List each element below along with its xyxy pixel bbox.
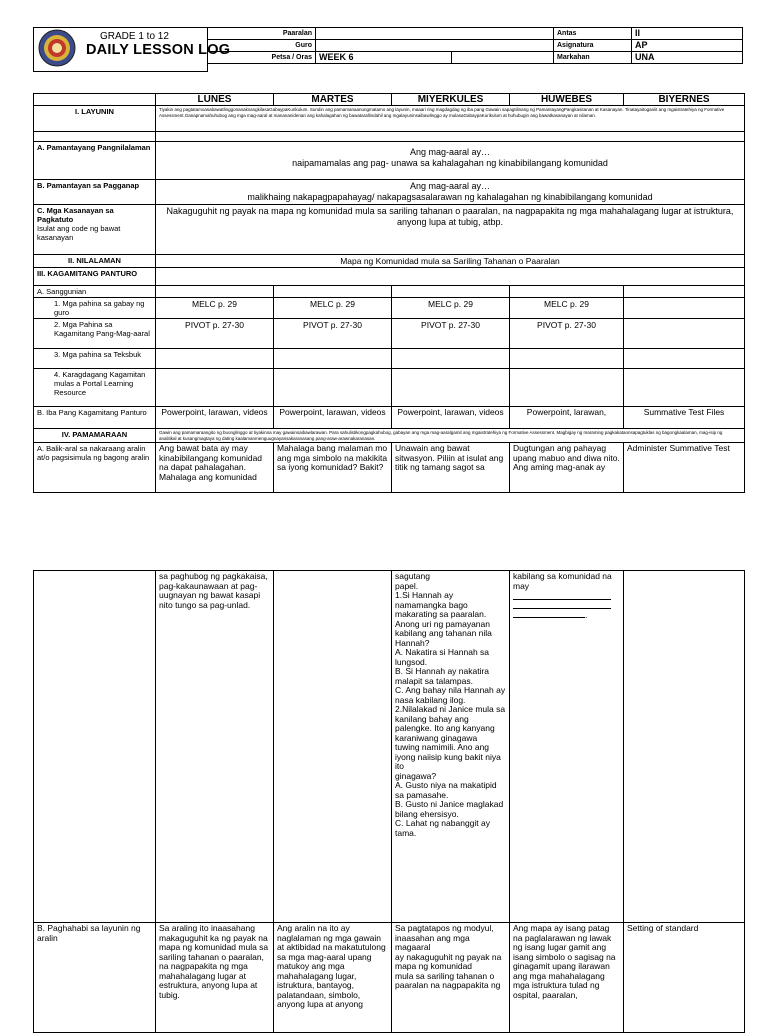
review-tue-cont [274,571,392,923]
content-standard-label: A. Pamantayang Pangnilalaman [34,142,156,180]
review-fri-cont [624,571,745,923]
empty-cell [392,369,510,407]
ref2-thu: PIVOT p. 27-30 [510,319,624,349]
review-label-cont [34,571,156,923]
level-label: Antas [554,28,632,40]
school-label: Paaralan [208,28,316,40]
empty-cell [624,369,745,407]
content-text: Mapa ng Komunidad mula sa Sariling Tahanan o Paaralan [156,255,745,268]
empty-cell [274,369,392,407]
materials-cell [156,268,745,286]
review-thu-cont [510,571,624,923]
lesson-log-table [33,93,745,493]
content-label: II. NILALAMAN [34,255,156,268]
empty-cell [156,286,274,298]
empty-cell [392,349,510,369]
subject-label: Asignatura [554,40,632,52]
day-monday: LUNES [156,94,274,106]
ref1-fri [624,298,745,319]
date-value [452,52,554,64]
review-mon-cont: sa paghubog ng pagkakaisa, pag-kakaunawaan at pag-uugnayan ng bawat kasapi nito tungo sa pag-unlad. [156,571,274,923]
empty-cell [392,286,510,298]
performance-standard-text [156,180,745,205]
empty-cell [156,369,274,407]
document-title: DAILY LESSON LOG [86,42,231,58]
empty-cell [156,349,274,369]
procedures-label: IV. PAMAMARAAN [34,429,156,443]
performance-standard-intro: Ang mag-aaral ay… [409,181,491,191]
ref2-wed: PIVOT p. 27-30 [392,319,510,349]
motivation-tue: Ang aralin na ito ay naglalaman ng mga gawain at aktibidad na makatutulong sa mga mag-aaral upang matukoy ang mga mahahalagang lugar, istruktura, bantayog, palatandaan, simbolo, anyong lupa at anyong [274,923,392,1033]
empty-cell [274,286,392,298]
textbook-label: 3. Mga pahina sa Teksbuk [34,349,156,369]
review-fri: Administer Summative Test [624,443,745,493]
portal-resources-label: 4. Karagdagang Kagamitan mulas a Portal Learning Resource [34,369,156,407]
subject-value: AP [632,40,743,52]
competencies-subtitle: Isulat ang code ng bawat kasanayan [37,224,121,242]
ref2-fri [624,319,745,349]
procedures-instructions: Gawin ang pamamaraangito ng buonglinggo at tiyakinna may gawainsaibawlarawan. Para sahulistikongpagkahubog, gabayan ang mga mag-aaralgamit ang mgaistratehiya ng Formative Assessment. Magbigay ng maraming pagkakataonsapagtuklas ng bagongkaalaman, mag-isip ng analitikal at kusangmagtaya ng dating kaalamanmenguugnayansakaranasang pang-araw-arawnakaranasan. [156,429,745,443]
review-thu: Dugtungan ang pahayag upang mabuo and diwa nito. Ang aming mag-anak ay [510,443,624,493]
date-label: Petsa / Oras [208,52,316,64]
section-objectives: I. LAYUNIN [34,106,156,132]
motivation-wed: Sa pagtatapos ng modyul, inaasahan ang mga magaaral ay nakaguguhit ng payak na mapa ng komunidad mula sa sariling tahanan o paaralan na nagpapakita ng [392,923,510,1033]
header-school-table [207,27,554,64]
review-wed: Unawain ang bawat sitwasyon. Piliin at isulat ang titik ng tamang sagot sa [392,443,510,493]
empty-cell [624,286,745,298]
spacer-cell [34,132,156,142]
quarter-value: UNA [632,52,743,64]
empty-cell [624,349,745,369]
references-label: A. Sanggunian [34,286,156,298]
performance-standard-body: malikhaing nakapagpapahayag/ nakapagsasalarawan ng kahalagahan ng kinabibilangang komunidad [247,192,653,202]
grade-range: GRADE 1 to 12 [100,31,169,42]
motivation-fri: Setting of standard [624,923,745,1033]
materials-label: III. KAGAMITANG PANTURO [34,268,156,286]
other-mon: Powerpoint, larawan, videos [156,407,274,429]
day-thursday: HUWEBES [510,94,624,106]
answer-blank-line [513,609,588,620]
teacher-value [316,40,554,52]
motivation-label: B. Paghahabi sa layunin ng aralin [34,923,156,1033]
ref2-mon: PIVOT p. 27-30 [156,319,274,349]
learner-materials-label: 2. Mga Pahina sa Kagamitang Pang-Mag-aaral [34,319,156,349]
empty-cell [510,286,624,298]
empty-cell [510,349,624,369]
answer-blank-line [513,591,611,600]
content-standard-body: naipamamalas ang pag- unawa sa kahalagahan ng kinabibilangang komunidad [292,158,608,168]
deped-seal-icon [38,29,76,67]
ref1-thu: MELC p. 29 [510,298,624,319]
review-label: A. Balik-aral sa nakaraang aralin at/o pagsisimula ng bagong aralin [34,443,156,493]
review-thu-cont-text: kabilang sa komunidad na may [513,571,612,591]
motivation-mon: Sa araling ito inaasahang makaguguhit ka ng payak na mapa ng komunidad mula sa sariling tahanan o paaralan, na nagpapakita ng mga mahahalagang lugar at estruktura, anyong lupa at tubig. [156,923,274,1033]
quarter-label: Markahan [554,52,632,64]
corner-cell [34,94,156,106]
period-mark: . [585,610,588,620]
empty-cell [510,369,624,407]
other-tue: Powerpoint, larawan, videos [274,407,392,429]
motivation-thu: Ang mapa ay isang patag na paglalarawan ng lawak ng isang lugar gamit ang isang simbolo o sagisag na ginagamit upang ilarawan ang mga mahahalagang mga istruktura tulad ng ospital, paaralan, [510,923,624,1033]
other-wed: Powerpoint, larawan, videos [392,407,510,429]
performance-standard-label: B. Pamantayan sa Pagganap [34,180,156,205]
other-thu: Powerpoint, larawan, [510,407,624,429]
competencies-text: Nakaguguhit ng payak na mapa ng komunidad mula sa sariling tahanan o paaralan, na nagpapakita ng mga mahahalagang lugar at istruktura, anyong lupa at tubig, atbp. [156,205,745,255]
ref1-wed: MELC p. 29 [392,298,510,319]
content-standard-text [156,142,745,180]
content-standard-intro: Ang mag-aaral ay… [409,147,491,157]
review-tue: Mahalaga bang malaman mo ang mga simbolo na makikita sa iyong komunidad? Bakit? [274,443,392,493]
ref2-tue: PIVOT p. 27-30 [274,319,392,349]
other-materials-label: B. Iba Pang Kagamitang Panturo [34,407,156,429]
ref1-tue: MELC p. 29 [274,298,392,319]
school-value [316,28,554,40]
lesson-log-table-continued [33,570,745,1033]
ref1-mon: MELC p. 29 [156,298,274,319]
objectives-instructions: Tiyakin ang pagtatamoasabawatlinggonanaksangkilasaGabaypaKurikulum. Sundin ang pamamanaanungmatamo ang layunin, maaari ring magdagdag ng iba pang Gawain sapagtilinang ng PamantayangPangkasitanan at Kasanayan. Tinatayaitoganiit ang mgaistratehiya ng Formative Assessment.Ganapnamahuhubog ang mga mag-aaral at manananidenan ang kahalagahan ng bawatarallindahil ang mgalayuninsaibawlinggo ay mulasaGabaypaKurikulum at huhubugin ang bawatkasanayan at nilaman. [156,106,745,132]
teacher-guide-label: 1. Mga pahina sa gabay ng guro [34,298,156,319]
day-wednesday: MIYERKULES [392,94,510,106]
empty-cell [274,349,392,369]
review-mon: Ang bawat bata ay may kinabibilangang komunidad na dapat pahalagahan. Mahalaga ang komunidad [156,443,274,493]
week-value: WEEK 6 [316,52,452,64]
competencies-title: C. Mga Kasanayan sa Pagkatuto [37,206,114,224]
teacher-label: Guro [208,40,316,52]
header-grade-table [553,27,743,64]
spacer-cell [156,132,745,142]
day-tuesday: MARTES [274,94,392,106]
review-wed-cont: sagutang papel. 1.Si Hannah ay namamangka bago makarating sa paaralan. Anong uri ng pamayanan kabilang ang tahanan nila Hannah? A. Nakatira si Hannah sa lungsod. B. Si Hannah ay nakatira malapit sa talampas. C. Ang bahay nila Hannah ay nasa kabilang ilog. 2.Nilalakad ni Janice mula sa kanilang bahay ang palengke. Ito ang kanyang karaniwang ginagawa tuwing namimili. Ano ang iyong naiisip kung bakit niya ito ginagawa? A. Gusto niya na makatipid sa pamasahe. B. Gusto ni Janice maglakad bilang ehersisyo. C. Lahat ng nabanggit ay tama. [392,571,510,923]
other-fri: Summative Test Files [624,407,745,429]
answer-blank-line [513,600,611,609]
level-value: II [632,28,743,40]
day-friday: BIYERNES [624,94,745,106]
competencies-label [34,205,156,255]
